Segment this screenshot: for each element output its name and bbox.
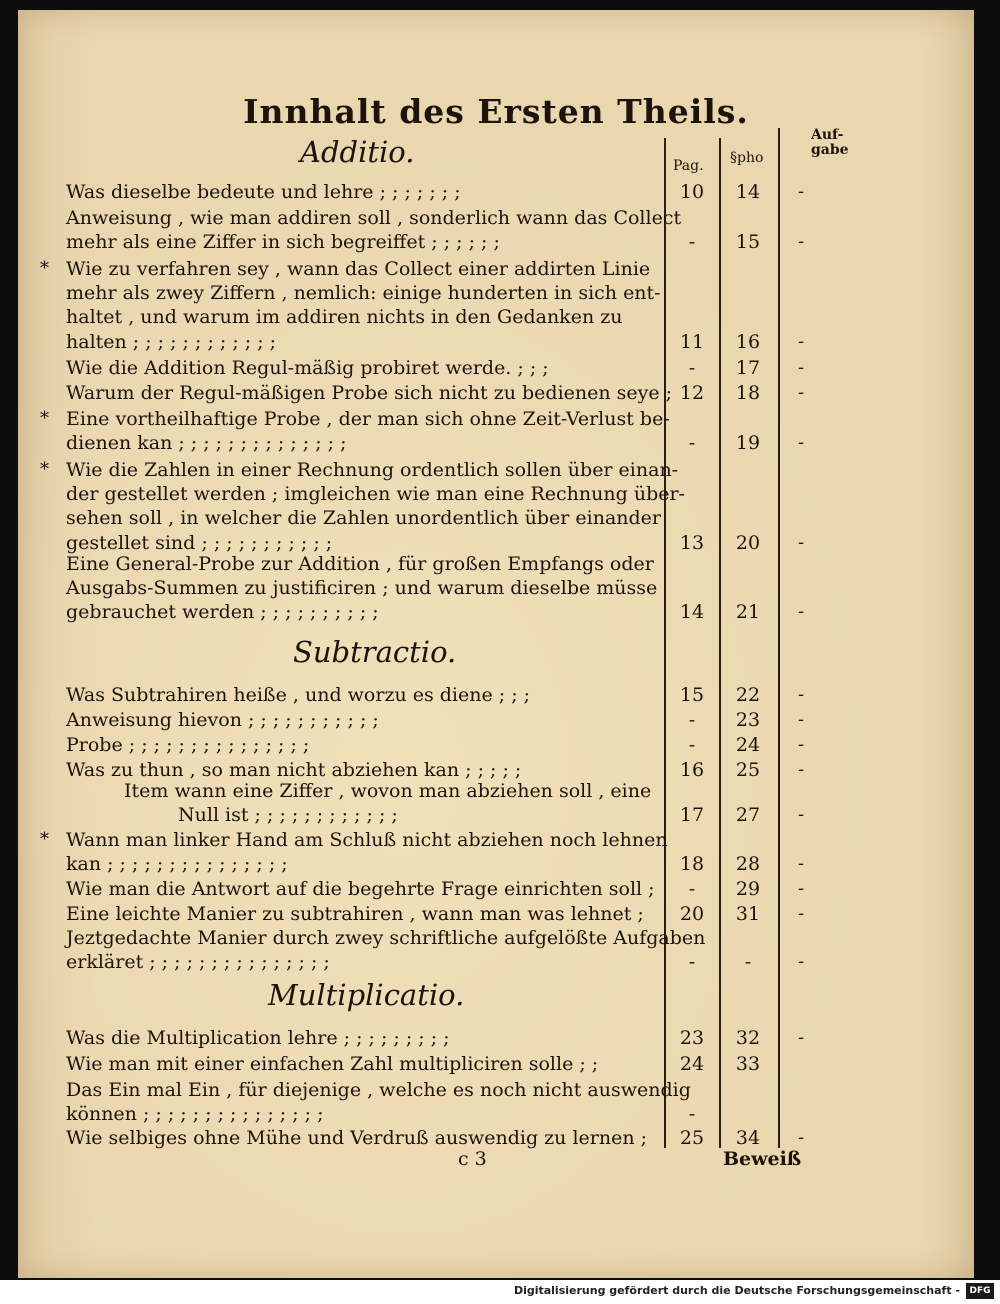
asterisk-mark: * xyxy=(40,829,49,850)
section-heading-addition: Additio. xyxy=(300,135,415,169)
paragraph-number-cell: 23 xyxy=(735,709,761,731)
page-number-cell: 11 xyxy=(679,330,705,353)
page-number-cell: 16 xyxy=(679,759,705,781)
entry-text-line: Eine vortheilhaftige Probe , der man sich ohne Zeit-Verlust be- xyxy=(66,408,670,430)
aufgabe-cell: - xyxy=(798,432,805,454)
page-number-cell: - xyxy=(688,357,696,379)
paragraph-number-cell: 22 xyxy=(735,684,761,706)
page-number-cell: 10 xyxy=(679,181,705,203)
entry-text-line: Was dieselbe bedeute und lehre ; ; ; ; ; ; ; xyxy=(66,181,461,203)
paragraph-number-cell: 19 xyxy=(735,432,761,455)
aufgabe-cell: - xyxy=(798,601,805,623)
entry-text-line: Warum der Regul-mäßigen Probe sich nicht zu bedienen seye ; xyxy=(66,382,673,404)
page-number-cell: - xyxy=(688,1103,696,1126)
aufgabe-cell: - xyxy=(798,734,805,755)
aufgabe-cell: - xyxy=(798,951,805,973)
aufgabe-cell: - xyxy=(798,903,805,924)
page-number-cell: 20 xyxy=(679,903,705,925)
paragraph-number-cell: 29 xyxy=(735,878,761,900)
paragraph-number-cell: 17 xyxy=(735,357,761,379)
entry-text-line: gestellet sind ; ; ; ; ; ; ; ; ; ; ; xyxy=(66,531,333,554)
column-header-aufgabe: Auf- gabe xyxy=(811,127,849,158)
page-number-cell: 18 xyxy=(679,853,705,876)
page-number-cell: 25 xyxy=(679,1127,705,1149)
aufgabe-cell: - xyxy=(798,853,805,875)
page-number-cell: 13 xyxy=(679,531,705,554)
aufgabe-cell: - xyxy=(798,1127,805,1148)
paragraph-number-cell: 27 xyxy=(735,804,761,827)
aufgabe-cell: - xyxy=(798,684,805,705)
entry-text-line: Was die Multiplication lehre ; ; ; ; ; ; ; ; ; xyxy=(66,1027,450,1049)
aufgabe-cell: - xyxy=(798,804,805,826)
paragraph-number-cell: - xyxy=(744,951,752,974)
page-number-cell: 23 xyxy=(679,1027,705,1049)
entry-text-line: Eine General-Probe zur Addition , für großen Empfangs oder xyxy=(66,553,654,575)
entry-text-line: dienen kan ; ; ; ; ; ; ; ; ; ; ; ; ; ; xyxy=(66,432,347,455)
entry-text-line: Wie zu verfahren sey , wann das Collect einer addirten Linie xyxy=(66,258,651,280)
entry-text-line: Ausgabs-Summen zu justificiren ; und warum dieselbe müsse xyxy=(66,577,658,600)
entry-text-line: Eine leichte Manier zu subtrahiren , wann man was lehnet ; xyxy=(66,903,644,925)
entry-text-line: Anweisung hievon ; ; ; ; ; ; ; ; ; ; ; xyxy=(66,709,379,731)
entry-text-line: mehr als zwey Ziffern , nemlich: einige hunderten in sich ent- xyxy=(66,282,661,305)
footer-bar xyxy=(0,1280,1000,1304)
aufgabe-cell: - xyxy=(798,181,805,202)
entry-text-line: Item wann eine Ziffer , wovon man abziehen soll , eine xyxy=(124,780,652,802)
column-header-pag: Pag. xyxy=(673,158,704,174)
page-number-cell: 15 xyxy=(679,684,705,706)
asterisk-mark: * xyxy=(40,408,49,429)
aufgabe-cell: - xyxy=(798,330,805,352)
entry-text-line: haltet , und warum im addiren nichts in den Gedanken zu xyxy=(66,306,623,329)
column-rule-right xyxy=(778,128,780,1148)
paragraph-number-cell: 14 xyxy=(735,181,761,203)
column-rule-middle xyxy=(719,138,721,1148)
paragraph-number-cell: 33 xyxy=(735,1053,761,1075)
entry-text-line: Wann man linker Hand am Schluß nicht abziehen noch lehnen xyxy=(66,829,668,851)
entry-text-line: Wie selbiges ohne Mühe und Verdruß auswendig zu lernen ; xyxy=(66,1127,648,1149)
catchword: Beweiß xyxy=(723,1148,802,1170)
entry-text-line: der gestellet werden ; imgleichen wie man eine Rechnung über- xyxy=(66,483,685,506)
page-number-cell: 17 xyxy=(679,804,705,827)
entry-text-line: Wie man mit einer einfachen Zahl multipliciren solle ; ; xyxy=(66,1053,599,1075)
column-header-spho: §pho xyxy=(730,150,764,166)
page-number-cell: - xyxy=(688,709,696,731)
entry-text-line: Was zu thun , so man nicht abziehen kan ; ; ; ; ; xyxy=(66,759,522,781)
aufgabe-cell: - xyxy=(798,382,805,403)
section-heading-subtraction: Subtractio. xyxy=(293,635,457,669)
paragraph-number-cell: 24 xyxy=(735,734,761,756)
page-number-cell: - xyxy=(688,734,696,756)
entry-text-line: mehr als eine Ziffer in sich begreiffet ; ; ; ; ; ; xyxy=(66,231,500,254)
entry-text-line: kan ; ; ; ; ; ; ; ; ; ; ; ; ; ; ; xyxy=(66,853,288,876)
asterisk-mark: * xyxy=(40,258,49,279)
entry-text-line: Probe ; ; ; ; ; ; ; ; ; ; ; ; ; ; ; xyxy=(66,734,310,756)
page-number-cell: - xyxy=(688,432,696,455)
page-number-cell: - xyxy=(688,231,696,254)
paragraph-number-cell: 18 xyxy=(735,382,761,404)
asterisk-mark: * xyxy=(40,459,49,480)
page-number-cell: 12 xyxy=(679,382,705,404)
paragraph-number-cell: 32 xyxy=(735,1027,761,1049)
entry-text-line: Anweisung , wie man addiren soll , sonderlich wann das Collect xyxy=(66,207,682,229)
entry-text-line: Wie die Zahlen in einer Rechnung ordentlich sollen über einan- xyxy=(66,459,679,481)
aufgabe-cell: - xyxy=(798,1027,805,1048)
signature-mark: c 3 xyxy=(458,1148,487,1170)
entry-text-line: gebrauchet werden ; ; ; ; ; ; ; ; ; ; xyxy=(66,601,379,624)
entry-text-line: Jeztgedachte Manier durch zwey schriftliche aufgelößte Aufgaben xyxy=(66,927,706,949)
column-rule-left xyxy=(664,138,666,1148)
entry-text-line: Wie die Addition Regul-mäßig probiret werde. ; ; ; xyxy=(66,357,549,379)
entry-text-line: erkläret ; ; ; ; ; ; ; ; ; ; ; ; ; ; ; xyxy=(66,951,330,974)
entry-text-line: sehen soll , in welcher die Zahlen unordentlich über einander xyxy=(66,507,662,530)
aufgabe-cell: - xyxy=(798,709,805,730)
page-number-cell: - xyxy=(688,951,696,974)
book-page xyxy=(18,10,974,1278)
page-title: Innhalt des Ersten Theils. xyxy=(243,92,749,131)
entry-text-line: Wie man die Antwort auf die begehrte Frage einrichten soll ; xyxy=(66,878,655,900)
section-heading-multiplication: Multiplicatio. xyxy=(268,978,465,1012)
entry-text-line: Null ist ; ; ; ; ; ; ; ; ; ; ; ; xyxy=(178,804,398,827)
paragraph-number-cell: 28 xyxy=(735,853,761,876)
paragraph-number-cell: 25 xyxy=(735,759,761,781)
dfg-logo: DFG xyxy=(966,1283,994,1299)
aufgabe-cell: - xyxy=(798,759,805,780)
aufgabe-cell: - xyxy=(798,357,805,378)
aufgabe-cell: - xyxy=(798,878,805,899)
paragraph-number-cell: 16 xyxy=(735,330,761,353)
page-number-cell: 14 xyxy=(679,601,705,624)
entry-text-line: können ; ; ; ; ; ; ; ; ; ; ; ; ; ; ; xyxy=(66,1103,324,1126)
page-number-cell: - xyxy=(688,878,696,900)
paragraph-number-cell: 15 xyxy=(735,231,761,254)
aufgabe-cell: - xyxy=(798,531,805,553)
footer-credit: Digitalisierung gefördert durch die Deutsche Forschungsgemeinschaft - xyxy=(513,1284,960,1297)
paragraph-number-cell: 20 xyxy=(735,531,761,554)
aufgabe-cell: - xyxy=(798,231,805,253)
paragraph-number-cell: 34 xyxy=(735,1127,761,1149)
page-number-cell: 24 xyxy=(679,1053,705,1075)
paragraph-number-cell: 21 xyxy=(735,601,761,624)
entry-text-line: Was Subtrahiren heiße , und worzu es diene ; ; ; xyxy=(66,684,531,706)
entry-text-line: halten ; ; ; ; ; ; ; ; ; ; ; ; xyxy=(66,330,277,353)
entry-text-line: Das Ein mal Ein , für diejenige , welche es noch nicht auswendig xyxy=(66,1079,691,1101)
paragraph-number-cell: 31 xyxy=(735,903,761,925)
